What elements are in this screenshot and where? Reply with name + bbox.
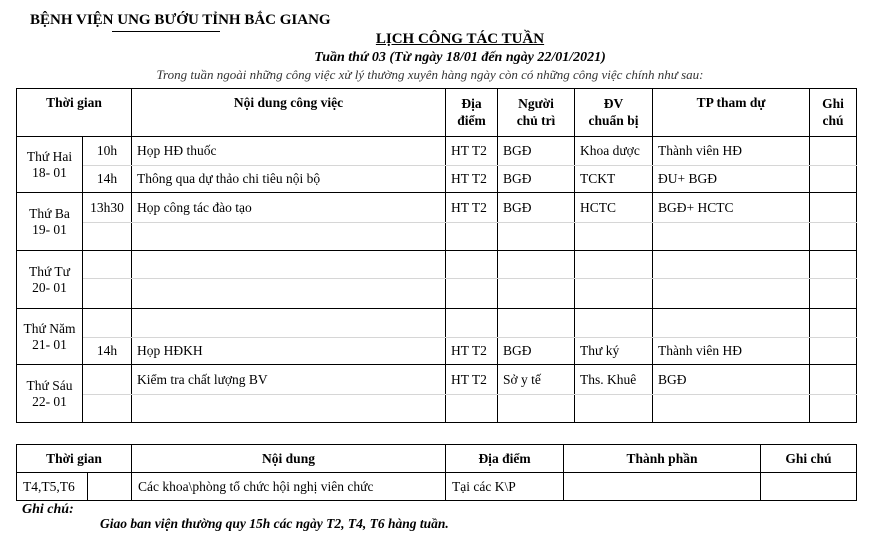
table-row [17, 279, 857, 309]
other-members-cell [564, 473, 761, 501]
participants-text: BGĐ+ HCTC [658, 199, 734, 215]
other-content-cell: Các khoa\phòng tổ chức hội nghị viên chức [132, 473, 446, 501]
prep-text: Ths. Khuê [580, 371, 637, 387]
time-text: 13h30 [90, 199, 124, 215]
host-cell [498, 279, 575, 309]
note-cell [810, 137, 857, 166]
prep-cell [575, 395, 653, 423]
day-name: Thứ Tư [28, 263, 70, 279]
place-text: HT T2 [451, 143, 487, 158]
note-cell [810, 223, 857, 251]
prep-cell [575, 137, 653, 166]
table-row [17, 309, 857, 338]
prep-cell [575, 223, 653, 251]
table-row [17, 137, 857, 166]
time-text: 10h [96, 143, 118, 158]
day-name: Thứ Hai [26, 148, 73, 164]
table-row [17, 193, 857, 223]
day-name: Thứ Năm [23, 320, 76, 336]
content-text: Thông qua dự thảo chi tiêu nội bộ [137, 171, 321, 186]
host-cell [498, 166, 575, 193]
day-cell [17, 193, 83, 251]
day-cell [17, 137, 83, 193]
other-place-cell: Tại các K\P [446, 473, 564, 501]
participants-cell [653, 223, 810, 251]
table-row [17, 473, 857, 501]
time-cell [83, 223, 132, 251]
table-row [17, 251, 857, 279]
place-cell [446, 166, 498, 193]
day-date: 18- 01 [32, 164, 67, 180]
prep-cell [575, 365, 653, 395]
host-cell [498, 193, 575, 223]
prep-cell [575, 338, 653, 365]
header-content: Nội dung công việc [132, 89, 446, 137]
day-cell [17, 309, 83, 365]
time-text: 14h [96, 343, 118, 358]
day-date: 20- 01 [32, 279, 67, 295]
other-header-place: Địa điểm [446, 445, 564, 473]
other-header-members: Thành phần [564, 445, 761, 473]
header-prep-line2: chuẩn bị [588, 113, 639, 128]
place-cell [446, 279, 498, 309]
time-text: 14h [96, 171, 118, 186]
schedule-body [17, 137, 857, 423]
day-name: Thứ Sáu [26, 377, 73, 393]
host-cell [498, 223, 575, 251]
prep-cell [575, 309, 653, 338]
prep-cell [575, 166, 653, 193]
place-cell [446, 223, 498, 251]
note-cell [810, 166, 857, 193]
time-cell [83, 338, 132, 365]
page-title-text: LỊCH CÔNG TÁC TUẦN [375, 31, 545, 47]
header-place-line2: điểm [457, 113, 486, 128]
participants-cell [653, 365, 810, 395]
other-header-content: Nội dung [132, 445, 446, 473]
note-cell [810, 338, 857, 365]
day-cell [17, 251, 83, 309]
prep-cell [575, 193, 653, 223]
header-note-line1: Ghi [822, 96, 844, 111]
weekly-schedule-table [16, 88, 857, 423]
time-cell [83, 395, 132, 423]
place-text: HT T2 [451, 371, 487, 387]
page-title [0, 31, 877, 48]
host-text: BGĐ [503, 343, 532, 358]
other-note-cell [761, 473, 857, 501]
prep-text: Thư ký [580, 343, 620, 358]
header-place-line1: Địa [461, 96, 482, 111]
header-participants: TP tham dự [653, 89, 810, 137]
time-cell [83, 166, 132, 193]
participants-cell [653, 137, 810, 166]
content-text: Họp HĐ thuốc [137, 143, 217, 158]
header-host-line2: chủ trì [516, 113, 556, 128]
prep-text: Khoa dược [580, 143, 640, 158]
place-cell [446, 338, 498, 365]
prep-cell [575, 251, 653, 279]
time-cell [83, 309, 132, 338]
note-cell [810, 251, 857, 279]
prep-cell [575, 279, 653, 309]
day-cell [17, 365, 83, 423]
participants-cell [653, 338, 810, 365]
note-label: Ghi chú: [22, 502, 74, 517]
place-cell [446, 137, 498, 166]
intro-text: Trong tuần ngoài những công việc xử lý thường xuyên hàng ngày còn có những công việc chính như sau: [156, 67, 704, 82]
header-prep [575, 89, 653, 137]
place-text: HT T2 [451, 199, 487, 215]
content-cell [132, 251, 446, 279]
other-header-row [17, 445, 857, 473]
participants-cell [653, 251, 810, 279]
content-cell [132, 279, 446, 309]
prep-text: TCKT [580, 171, 616, 186]
day-date: 22- 01 [32, 393, 67, 409]
place-text: HT T2 [451, 171, 487, 186]
time-cell [83, 137, 132, 166]
week-subtitle: Tuần thứ 03 (Từ ngày 18/01 đến ngày 22/01/2021) [314, 50, 606, 65]
other-activities-table [16, 444, 857, 501]
place-cell [446, 309, 498, 338]
other-header-time: Thời gian [17, 445, 132, 473]
time-cell [83, 365, 132, 395]
host-text: BGĐ [503, 171, 532, 186]
other-blank-cell [88, 473, 132, 501]
note-text: Giao ban viện thường quy 15h các ngày T2, T4, T6 hàng tuần. [100, 516, 449, 531]
other-header-note: Ghi chú [761, 445, 857, 473]
participants-text: Thành viên HĐ [658, 343, 742, 358]
content-cell [132, 309, 446, 338]
host-text: BGĐ [503, 143, 532, 158]
participants-text: Thành viên HĐ [658, 143, 742, 158]
note-cell [810, 309, 857, 338]
note-cell [810, 395, 857, 423]
place-cell [446, 193, 498, 223]
place-text: HT T2 [451, 343, 487, 358]
content-cell [132, 137, 446, 166]
time-cell [83, 279, 132, 309]
note-cell [810, 365, 857, 395]
place-cell [446, 365, 498, 395]
host-cell [498, 309, 575, 338]
header-note-line2: chú [822, 113, 844, 128]
table-row [17, 395, 857, 423]
content-cell [132, 193, 446, 223]
header-prep-line1: ĐV [603, 96, 624, 111]
day-date: 19- 01 [32, 221, 67, 237]
host-text: Sở y tế [503, 371, 541, 387]
participants-text: ĐU+ BGĐ [658, 171, 717, 186]
content-cell [132, 395, 446, 423]
host-cell [498, 338, 575, 365]
content-cell [132, 223, 446, 251]
participants-cell [653, 309, 810, 338]
host-cell [498, 365, 575, 395]
day-name: Thứ Ba [29, 205, 70, 221]
content-text: Kiểm tra chất lượng BV [137, 371, 268, 387]
content-text: Họp công tác đào tạo [137, 199, 252, 215]
header-host-line1: Người [518, 96, 554, 111]
note-cell [810, 193, 857, 223]
other-time-cell: T4,T5,T6 [17, 473, 88, 501]
host-cell [498, 251, 575, 279]
participants-cell [653, 395, 810, 423]
participants-text: BGĐ [658, 371, 687, 387]
content-cell [132, 166, 446, 193]
day-date: 21- 01 [32, 336, 67, 352]
content-cell [132, 338, 446, 365]
time-cell [83, 251, 132, 279]
place-cell [446, 395, 498, 423]
participants-cell [653, 279, 810, 309]
table-row [17, 166, 857, 193]
table-row [17, 223, 857, 251]
header-time: Thời gian [17, 89, 132, 137]
table-header-row [17, 89, 857, 137]
participants-cell [653, 166, 810, 193]
participants-cell [653, 193, 810, 223]
host-text: BGĐ [503, 199, 532, 215]
note-cell [810, 279, 857, 309]
prep-text: HCTC [580, 199, 617, 215]
table-row [17, 365, 857, 395]
time-cell [83, 193, 132, 223]
host-cell [498, 395, 575, 423]
host-cell [498, 137, 575, 166]
table-row [17, 338, 857, 365]
content-text: Họp HĐKH [137, 343, 203, 358]
hospital-name: BỆNH VIỆN UNG BƯỚU TỈNH BẮC GIANG [30, 12, 331, 28]
content-cell [132, 365, 446, 395]
place-cell [446, 251, 498, 279]
header-place [446, 89, 498, 137]
header-note [810, 89, 857, 137]
header-host [498, 89, 575, 137]
